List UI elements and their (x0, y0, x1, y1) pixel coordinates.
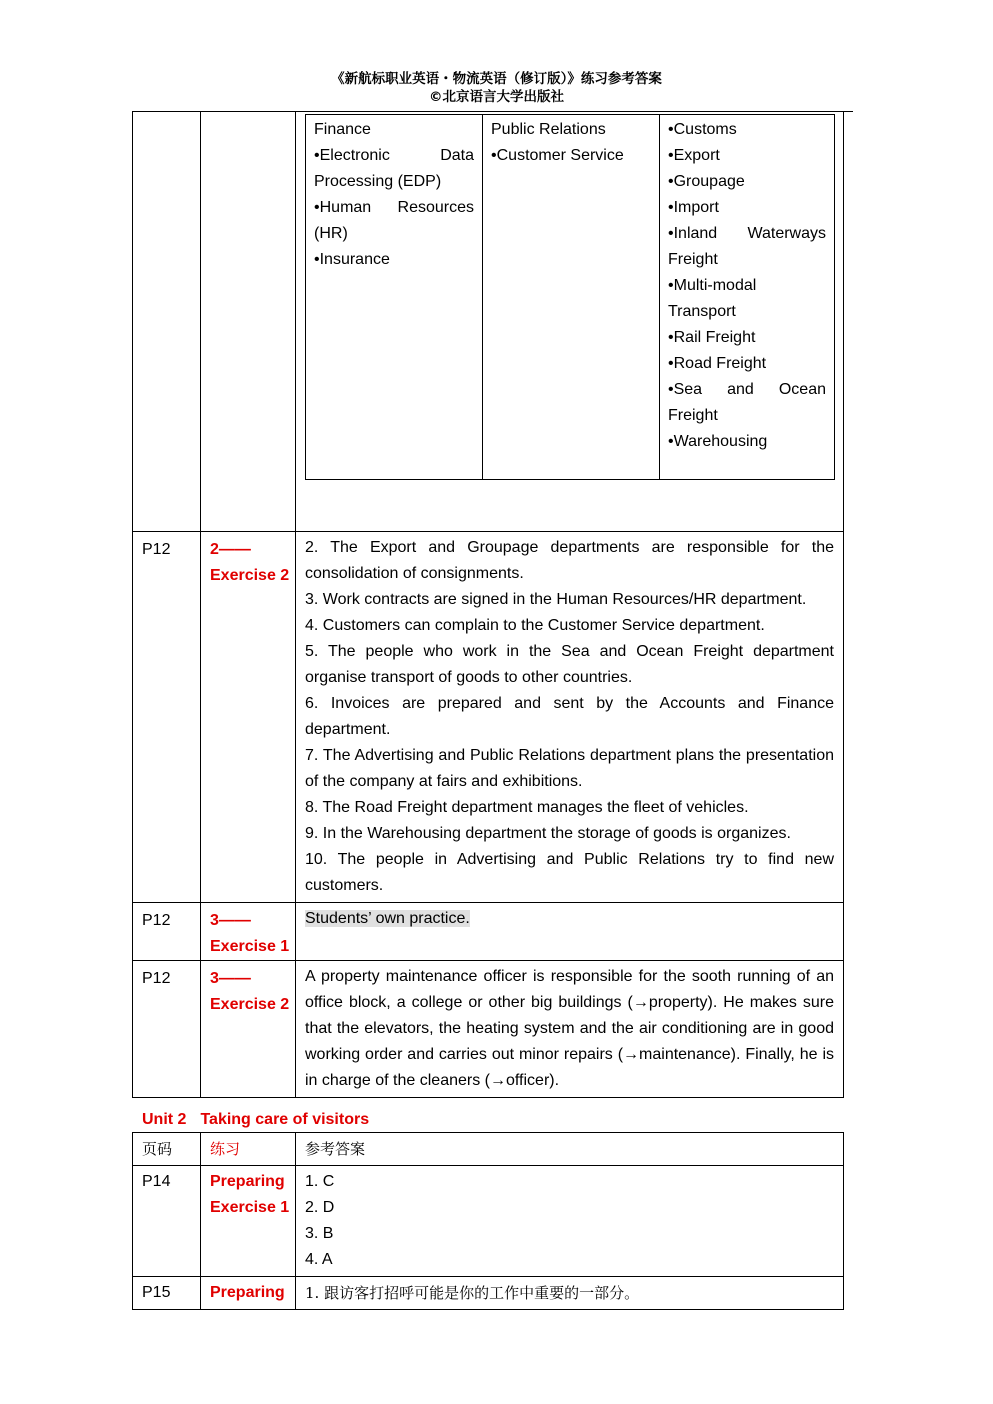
answers-table-unit1 (132, 111, 844, 1098)
answer-line: 10. The people in Advertising and Public Relations try to find new customers. (305, 851, 834, 894)
list-item: • Import (668, 195, 826, 221)
publisher-copyright: ©北京语言大学出版社 (429, 89, 564, 105)
list-item: • Groupage (668, 169, 826, 195)
list-item: • Human Resources (HR) (314, 195, 474, 247)
exercise-cell (201, 961, 296, 1098)
answer-cell (296, 961, 844, 1098)
list-item: • Sea and Ocean Freight (668, 377, 826, 429)
answer-line: 9. In the Warehousing department the storage of goods is organizes. (305, 825, 791, 842)
answer-line: 6. Invoices are prepared and sent by the Accounts and Finance department. (305, 695, 834, 738)
answer-line: 3. Work contracts are signed in the Human Resources/HR department. (305, 591, 807, 608)
list-item: • Warehousing (668, 429, 826, 455)
page-cell: P15 (133, 1277, 201, 1310)
exercise-section: 3—— (210, 912, 251, 929)
list-item: • Multi-modal Transport (668, 273, 826, 325)
dept-column-title: Finance (314, 121, 371, 138)
answer-cell (296, 112, 844, 532)
answer-cell (296, 903, 844, 961)
table-header-row (133, 1133, 844, 1166)
page-cell: P14 (133, 1166, 201, 1277)
answer-line: 5. The people who work in the Sea and Ocean Freight department organise transport of goods to other countries. (305, 643, 834, 686)
column-header-exercise: 练习 (201, 1133, 296, 1166)
exercise-label: Exercise 1 (210, 1199, 290, 1216)
answer-line: 2. D (305, 1199, 335, 1216)
exercise-section: 2—— (210, 541, 251, 558)
page-cell: P12 (133, 903, 201, 961)
answer-paragraph: A property maintenance officer is responsible for the sooth running of an office block, a college or other big buildings (→property). He makes sure that the elevators, the heating system and the air conditioning are in good working order and carries out minor repairs (→maintenance). Finally, he is in charge of the cleaners (→officer). (305, 968, 834, 1089)
list-item: • Insurance (314, 247, 474, 273)
list-item: • Customer Service (491, 143, 651, 169)
answer-line: 8. The Road Freight department manages the fleet of vehicles. (305, 799, 749, 816)
table-row (133, 1166, 844, 1277)
page-cell (133, 112, 201, 532)
list-item: • Road Freight (668, 351, 826, 377)
table-row (133, 903, 844, 961)
page-header (0, 70, 993, 106)
answer-line: 2. The Export and Groupage departments are responsible for the consolidation of consignments. (305, 539, 834, 582)
unit-label: Unit 2 (142, 1111, 187, 1128)
answers-table-unit2 (132, 1132, 844, 1310)
answer-line: 4. Customers can complain to the Customer Service department. (305, 617, 765, 634)
answer-line: 1. 跟访客打招呼可能是你的工作中重要的一部分。 (305, 1284, 640, 1302)
table-row (133, 112, 844, 532)
dept-column-public-relations (483, 115, 660, 480)
table-row (133, 1277, 844, 1310)
answer-cell (296, 1277, 844, 1310)
answer-line: 7. The Advertising and Public Relations department plans the presentation of the company at fairs and exhibitions. (305, 747, 834, 790)
exercise-section: Preparing (210, 1284, 285, 1301)
department-table (305, 114, 835, 480)
document-title: 《新航标职业英语・物流英语（修订版）》练习参考答案 (331, 71, 662, 87)
list-item: • Export (668, 143, 826, 169)
dept-column-finance (306, 115, 483, 480)
exercise-cell (201, 1166, 296, 1277)
exercise-cell (201, 903, 296, 961)
dept-column-title: Public Relations (491, 121, 606, 138)
list-item: • Rail Freight (668, 325, 826, 351)
list-item: • Electronic Data Processing (EDP) (314, 143, 474, 195)
answer-cell (296, 532, 844, 903)
dept-column-freight (660, 115, 835, 480)
column-header-answer: 参考答案 (296, 1133, 844, 1166)
page-cell: P12 (133, 532, 201, 903)
exercise-section: Preparing (210, 1173, 285, 1190)
answer-cell (296, 1166, 844, 1277)
unit-name: Taking care of visitors (200, 1111, 370, 1128)
table-row (133, 961, 844, 1098)
exercise-label: Exercise 1 (210, 938, 290, 955)
exercise-cell (201, 532, 296, 903)
exercise-cell (201, 112, 296, 532)
answer-line: 3. B (305, 1225, 334, 1242)
list-item: • Customs (668, 117, 826, 143)
exercise-label: Exercise 2 (210, 567, 290, 584)
page-cell: P12 (133, 961, 201, 1098)
list-item: • Inland Waterways Freight (668, 221, 826, 273)
answer-line: Students’ own practice. (305, 910, 470, 927)
exercise-section: 3—— (210, 970, 251, 987)
answer-line: 4. A (305, 1251, 333, 1268)
exercise-cell (201, 1277, 296, 1310)
column-header-page: 页码 (133, 1133, 201, 1166)
unit-title (142, 1110, 369, 1130)
answer-line: 1. C (305, 1173, 335, 1190)
table-row (133, 532, 844, 903)
exercise-label: Exercise 2 (210, 996, 290, 1013)
